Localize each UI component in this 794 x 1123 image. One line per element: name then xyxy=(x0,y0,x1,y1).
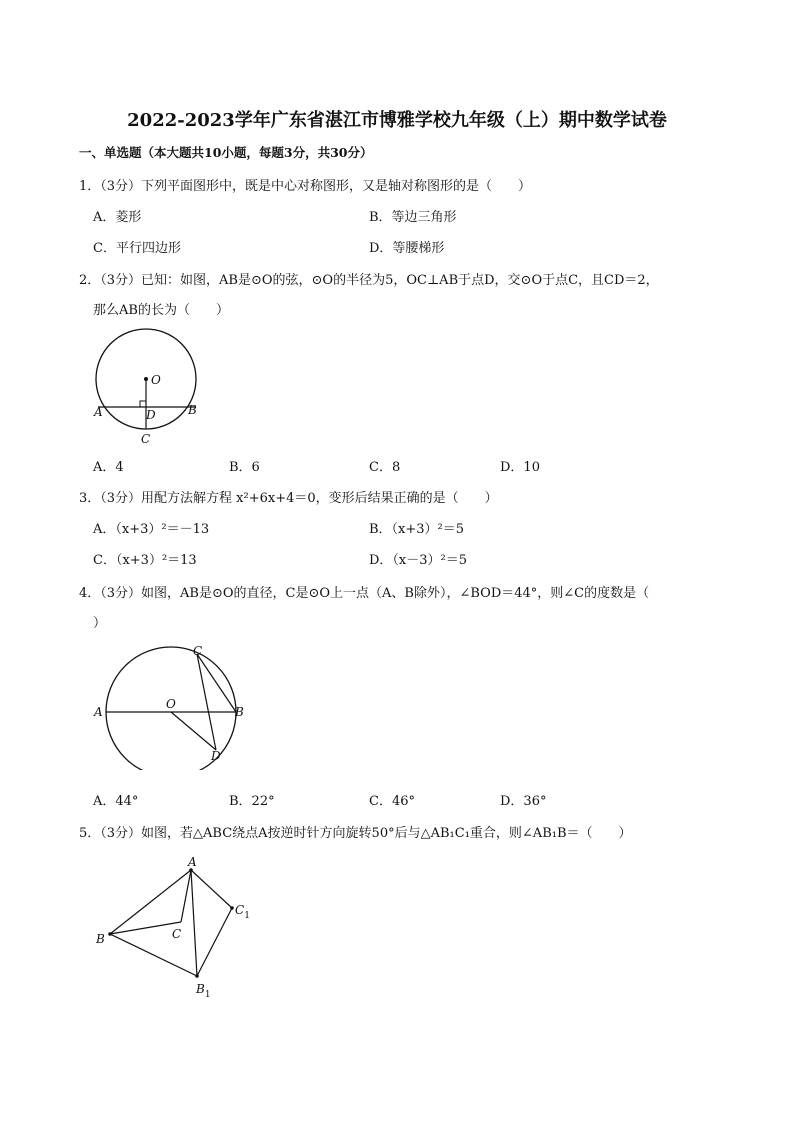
q5-label-c: C xyxy=(172,927,182,941)
q2-right-angle-mark xyxy=(140,401,146,407)
q1-option-a: A．菱形 xyxy=(93,210,142,225)
q4-label-b: B xyxy=(235,705,244,719)
q5-point-b xyxy=(108,932,112,936)
q4-circle-figure xyxy=(92,640,252,770)
q1-option-b: B．等边三角形 xyxy=(369,210,457,225)
q2-label-a: A xyxy=(94,405,103,419)
question-5-text: 5．（3分）如图，若△ABC绕点A按逆时针方向旋转50°后与△AB₁C₁重合，则∠AB₁B＝（ ） xyxy=(79,826,632,841)
q3-option-d: D．（x－3）²＝5 xyxy=(369,553,468,568)
q2-label-o: O xyxy=(151,373,161,387)
q3-option-b: B．（x+3）²＝5 xyxy=(369,522,465,537)
q5-line-bc xyxy=(110,922,181,934)
section-heading: 一、单选题（本大题共10小题，每题3分，共30分） xyxy=(79,145,373,160)
q1-option-c: C．平行四边形 xyxy=(93,241,181,256)
q5-line-ac xyxy=(181,870,191,922)
question-1-text: 1．（3分）下列平面图形中，既是中心对称图形，又是轴对称图形的是（ ） xyxy=(79,179,532,194)
question-2-text-line2: 那么AB的长为（ ） xyxy=(93,303,229,318)
q5-rotation-figure xyxy=(92,850,262,1000)
q2-option-c: C．8 xyxy=(369,460,401,475)
q2-option-a: A．4 xyxy=(93,460,124,475)
q5-point-c1 xyxy=(230,906,234,910)
q4-option-d: D．36° xyxy=(500,794,547,809)
question-3-text: 3．（3分）用配方法解方程 x²+6x+4＝0，变形后结果正确的是（ ） xyxy=(79,491,498,506)
q4-label-a: A xyxy=(94,705,103,719)
q2-circle-figure xyxy=(88,322,208,450)
q5-label-b1: $B_1$ xyxy=(196,982,211,1000)
q5-line-ab1 xyxy=(191,870,197,976)
question-4-text-line1: 4．（3分）如图，AB是⊙O的直径，C是⊙O上一点（A、B除外），∠BOD＝44°，则∠C的度数是（ xyxy=(79,586,650,601)
q4-option-c: C．46° xyxy=(369,794,415,809)
q4-label-d: D xyxy=(211,749,221,763)
q2-label-b: B xyxy=(188,403,197,417)
q5-point-b1 xyxy=(195,974,199,978)
q2-option-b: B．6 xyxy=(229,460,260,475)
q5-line-b1c1 xyxy=(197,908,232,976)
q5-line-ac1 xyxy=(191,870,232,908)
q4-option-b: B．22° xyxy=(229,794,275,809)
q5-label-a: A xyxy=(188,855,197,869)
page-title: 2022-2023学年广东省湛江市博雅学校九年级（上）期中数学试卷 xyxy=(127,110,667,131)
q2-label-d: D xyxy=(146,408,156,422)
q5-label-b: B xyxy=(96,932,105,946)
q4-label-o: O xyxy=(166,697,176,711)
q2-label-c: C xyxy=(141,432,151,446)
q3-option-c: C．（x+3）²＝13 xyxy=(93,553,197,568)
q3-option-a: A．（x+3）²＝－13 xyxy=(93,522,210,537)
q4-option-a: A．44° xyxy=(93,794,139,809)
q5-line-ab xyxy=(110,870,191,934)
q4-label-c: C xyxy=(193,644,203,658)
q2-option-d: D．10 xyxy=(500,460,540,475)
q5-label-c1: $C_1$ xyxy=(235,903,250,921)
q2-center-point xyxy=(144,377,148,381)
q5-line-bb1 xyxy=(110,934,197,976)
question-4-text-line2: ） xyxy=(93,616,107,631)
question-2-text-line1: 2．（3分）已知：如图，AB是⊙O的弦，⊙O的半径为5，OC⊥AB于点D，交⊙O于点C，且CD＝2， xyxy=(79,273,659,288)
q1-option-d: D．等腰梯形 xyxy=(369,241,445,256)
